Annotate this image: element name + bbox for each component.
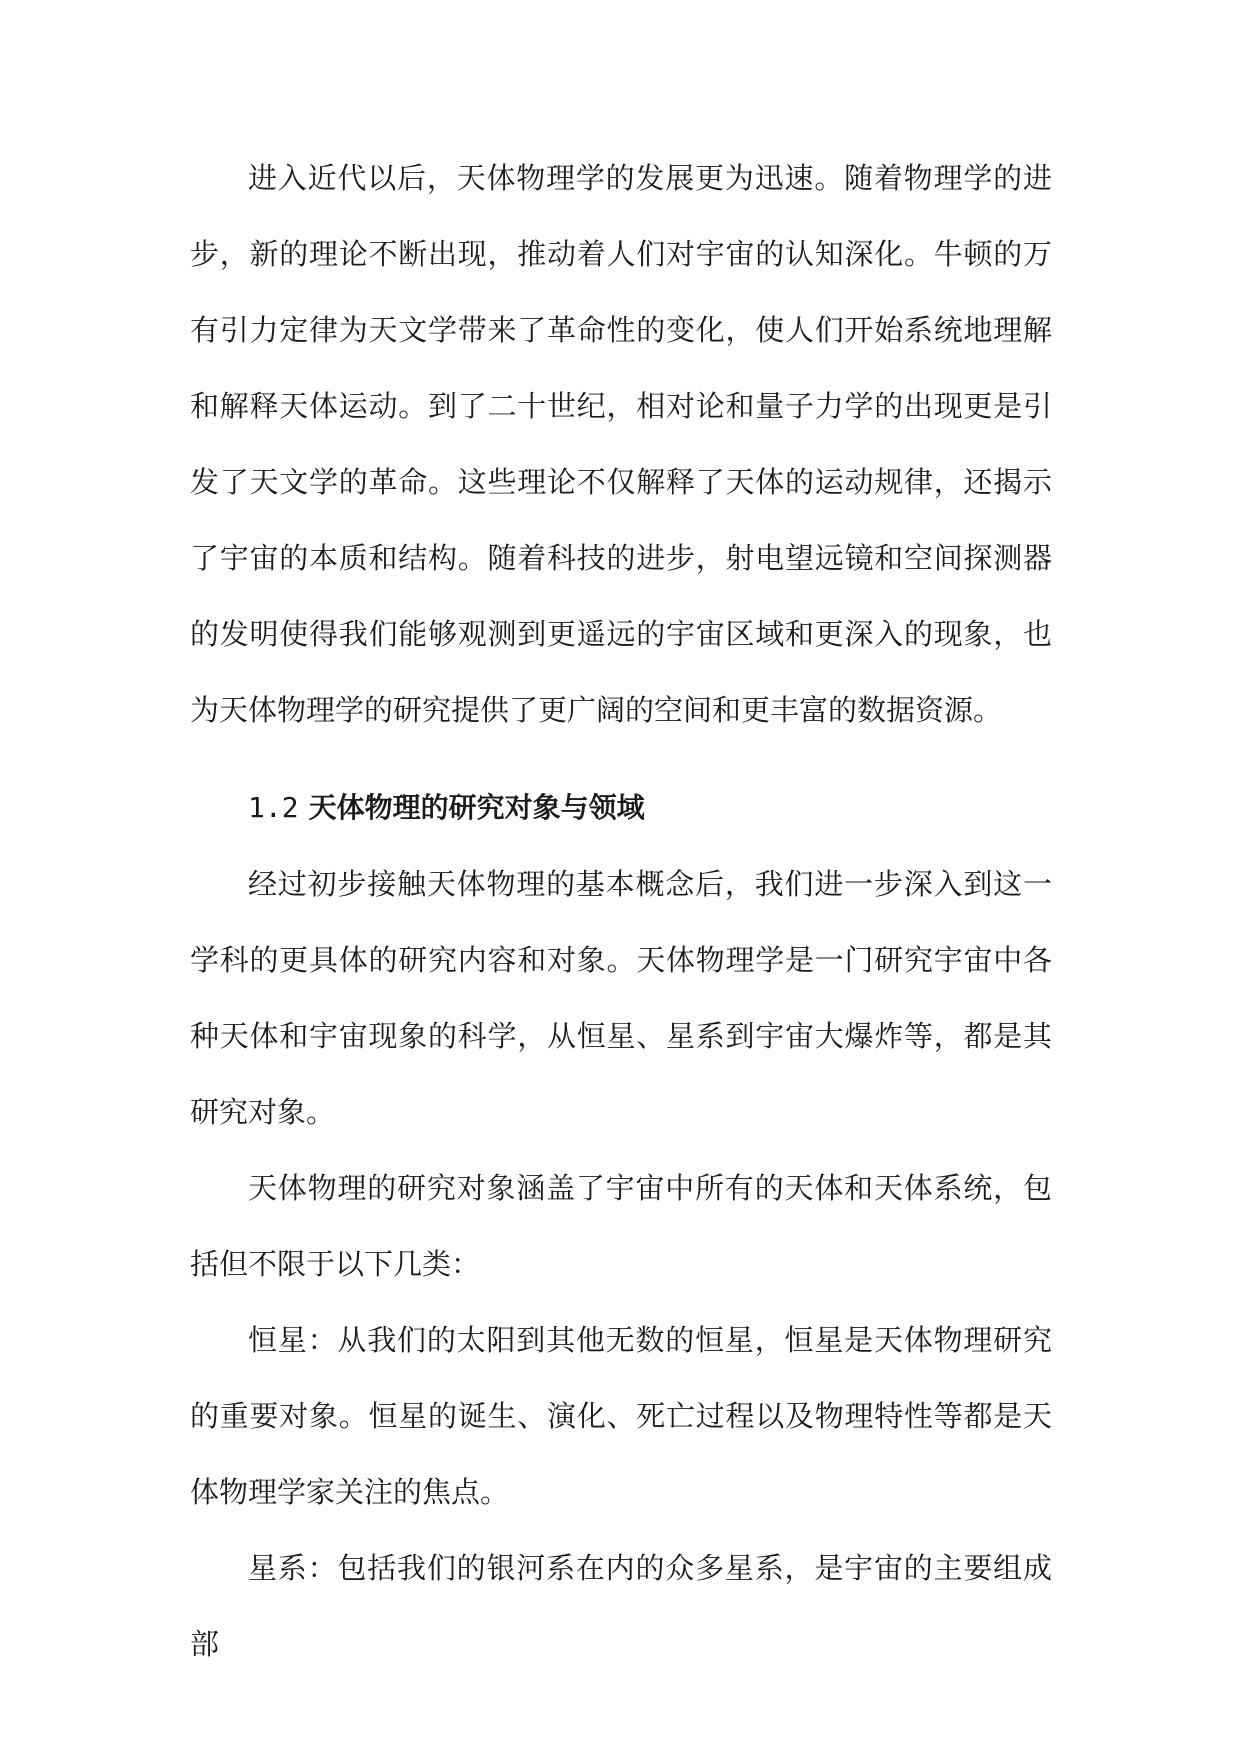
- paragraph-intro: 经过初步接触天体物理的基本概念后，我们进一步深入到这一学科的更具体的研究内容和对象。天体物理学是一门研究宇宙中各种天体和宇宙现象的科学，从恒星、星系到宇宙大爆炸等，都是其研究对象。: [190, 867, 1052, 1129]
- section-heading: [190, 770, 1052, 846]
- document-body: [190, 140, 1052, 1682]
- paragraph-objects-scope: 天体物理的研究对象涵盖了宇宙中所有的天体和天体系统，包括但不限于以下几类：: [190, 1171, 1052, 1281]
- paragraph-modern-astrophysics: 进入近代以后，天体物理学的发展更为迅速。随着物理学的进步，新的理论不断出现，推动着人们对宇宙的认知深化。牛顿的万有引力定律为天文学带来了革命性的变化，使人们开始系统地理解和解释天体运动。到了二十世纪，相对论和量子力学的出现更是引发了天文学的革命。这些理论不仅解释了天体的运动规律，还揭示了宇宙的本质和结构。随着科技的进步，射电望远镜和空间探测器的发明使得我们能够观测到更遥远的宇宙区域和更深入的现象，也为天体物理学的研究提供了更广阔的空间和更丰富的数据资源。: [190, 161, 1052, 727]
- section-number: 1.2: [248, 791, 299, 824]
- paragraph-galaxies: 星系：包括我们的银河系在内的众多星系，是宇宙的主要组成部: [190, 1551, 1052, 1661]
- section-title: 天体物理的研究对象与领域: [308, 791, 645, 824]
- paragraph-stars: 恒星：从我们的太阳到其他无数的恒星，恒星是天体物理研究的重要对象。恒星的诞生、演化、死亡过程以及物理特性等都是天体物理学家关注的焦点。: [190, 1323, 1052, 1509]
